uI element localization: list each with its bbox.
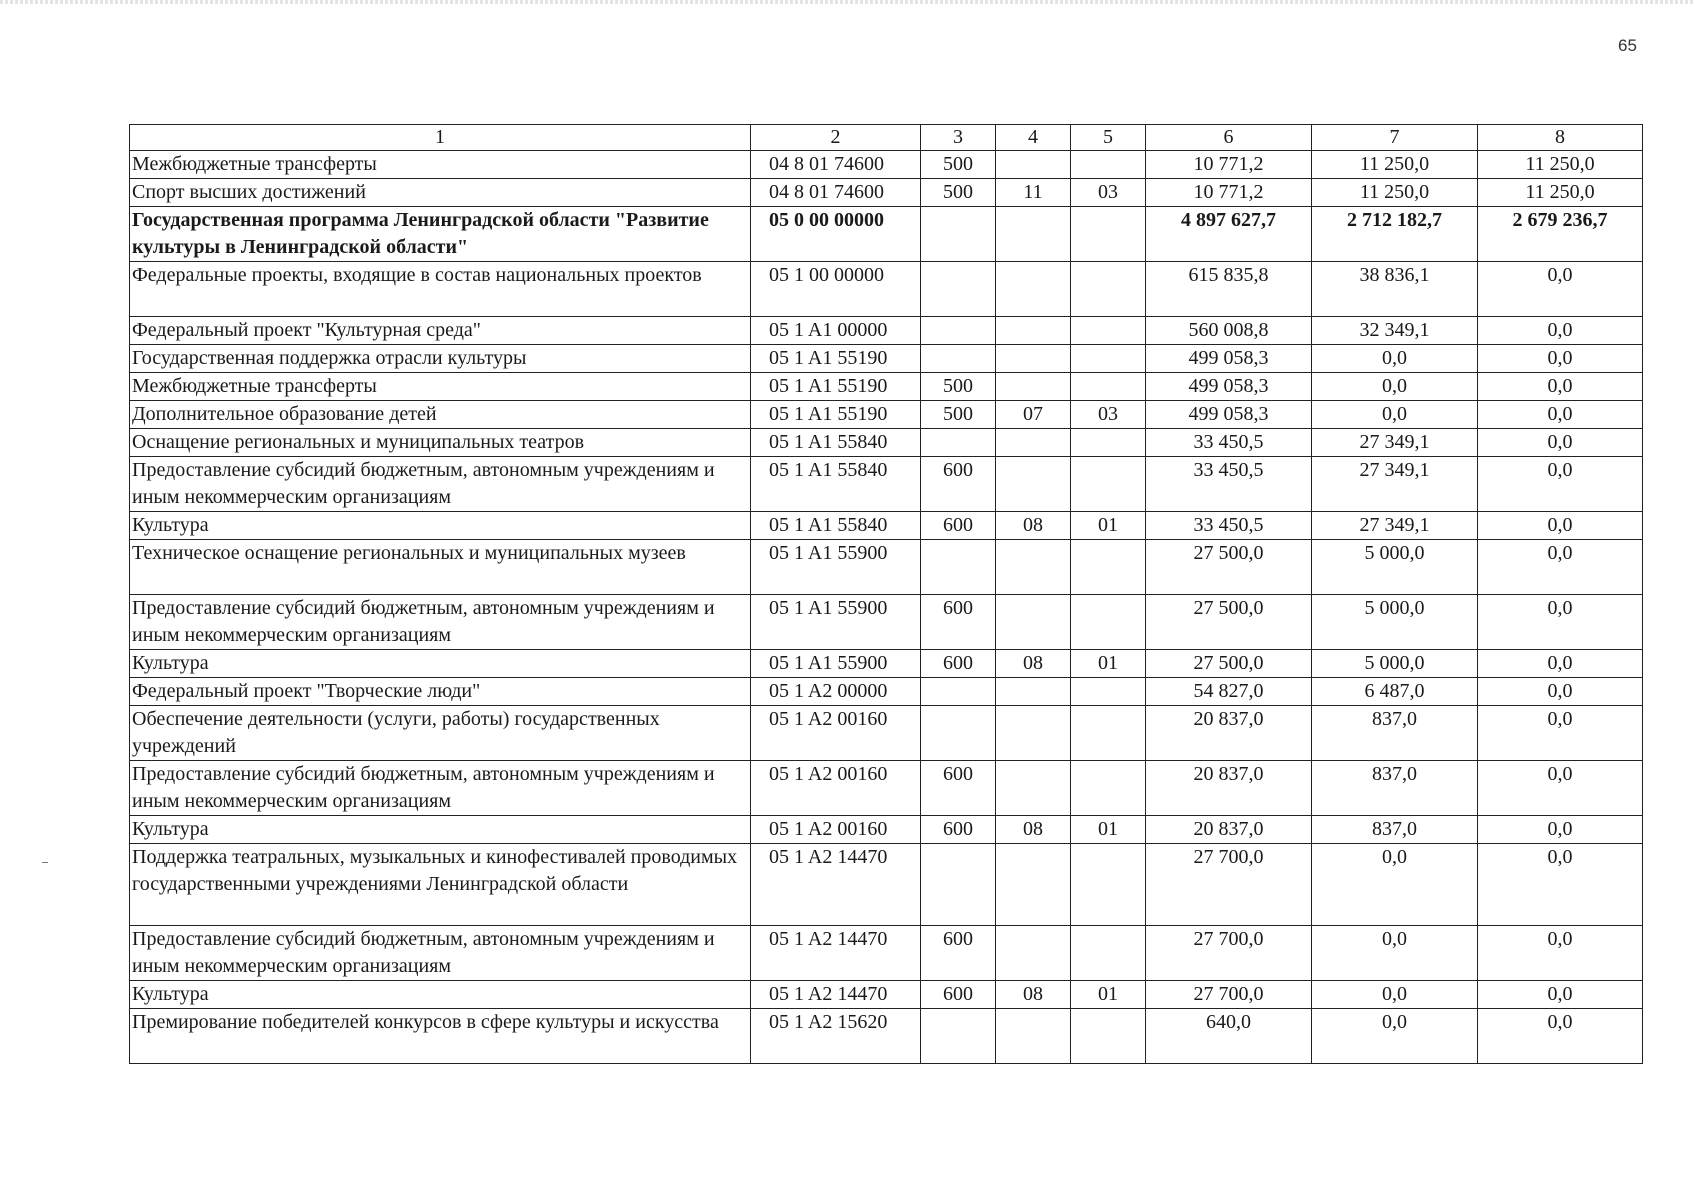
column-header: 1 — [130, 125, 751, 151]
amount-col8-cell: 0,0 — [1478, 512, 1643, 540]
budget-code-cell: 05 1 A2 14470 — [751, 844, 921, 926]
expense-type-cell: 500 — [921, 151, 996, 179]
budget-code-cell: 05 1 A2 00160 — [751, 816, 921, 844]
section-cell — [996, 429, 1071, 457]
row-name-cell: Федеральный проект "Творческие люди" — [130, 678, 751, 706]
amount-col7-cell: 0,0 — [1312, 844, 1478, 926]
expense-type-cell — [921, 1009, 996, 1064]
expense-type-cell — [921, 207, 996, 262]
budget-code-cell: 05 1 A1 55840 — [751, 429, 921, 457]
row-name-cell: Спорт высших достижений — [130, 179, 751, 207]
budget-code-cell: 05 1 A1 55900 — [751, 540, 921, 595]
amount-col6-cell: 20 837,0 — [1146, 706, 1312, 761]
budget-code-cell: 05 1 A1 55900 — [751, 650, 921, 678]
budget-code-cell: 04 8 01 74600 — [751, 151, 921, 179]
budget-code-cell: 05 1 A1 55840 — [751, 512, 921, 540]
section-cell — [996, 595, 1071, 650]
subsection-cell: 01 — [1071, 981, 1146, 1009]
row-name-cell: Федеральные проекты, входящие в состав национальных проектов — [130, 262, 751, 317]
table-row — [130, 981, 1643, 1009]
expense-type-cell — [921, 678, 996, 706]
row-name-cell: Дополнительное образование детей — [130, 401, 751, 429]
section-cell — [996, 373, 1071, 401]
amount-col8-cell: 0,0 — [1478, 926, 1643, 981]
table-row — [130, 457, 1643, 512]
amount-col8-cell: 0,0 — [1478, 595, 1643, 650]
amount-col8-cell: 0,0 — [1478, 373, 1643, 401]
amount-col8-cell: 0,0 — [1478, 317, 1643, 345]
column-number-row — [130, 125, 1643, 151]
table-row — [130, 706, 1643, 761]
subsection-cell — [1071, 706, 1146, 761]
amount-col6-cell: 33 450,5 — [1146, 429, 1312, 457]
budget-table — [129, 124, 1643, 1064]
amount-col6-cell: 27 700,0 — [1146, 926, 1312, 981]
amount-col7-cell: 0,0 — [1312, 345, 1478, 373]
amount-col6-cell: 27 700,0 — [1146, 844, 1312, 926]
section-cell — [996, 262, 1071, 317]
budget-code-cell: 05 1 A2 00160 — [751, 706, 921, 761]
expense-type-cell: 600 — [921, 512, 996, 540]
table-row — [130, 207, 1643, 262]
expense-type-cell: 600 — [921, 816, 996, 844]
section-cell: 07 — [996, 401, 1071, 429]
amount-col8-cell: 0,0 — [1478, 1009, 1643, 1064]
row-name-cell: Государственная программа Ленинградской области "Развитие культуры в Ленинградской области" — [130, 207, 751, 262]
amount-col7-cell: 837,0 — [1312, 816, 1478, 844]
table-row — [130, 179, 1643, 207]
section-cell — [996, 1009, 1071, 1064]
expense-type-cell — [921, 317, 996, 345]
section-cell — [996, 345, 1071, 373]
column-header: 6 — [1146, 125, 1312, 151]
section-cell — [996, 706, 1071, 761]
subsection-cell — [1071, 595, 1146, 650]
column-header: 3 — [921, 125, 996, 151]
amount-col7-cell: 837,0 — [1312, 761, 1478, 816]
expense-type-cell: 500 — [921, 373, 996, 401]
column-header: 5 — [1071, 125, 1146, 151]
amount-col8-cell: 0,0 — [1478, 678, 1643, 706]
amount-col8-cell: 0,0 — [1478, 540, 1643, 595]
section-cell: 08 — [996, 981, 1071, 1009]
row-name-cell: Предоставление субсидий бюджетным, автономным учреждениям и иным некоммерческим организациям — [130, 926, 751, 981]
section-cell — [996, 926, 1071, 981]
budget-code-cell: 05 1 A2 14470 — [751, 926, 921, 981]
amount-col8-cell: 0,0 — [1478, 981, 1643, 1009]
budget-code-cell: 05 1 A1 00000 — [751, 317, 921, 345]
row-name-cell: Государственная поддержка отрасли культуры — [130, 345, 751, 373]
section-cell — [996, 761, 1071, 816]
amount-col7-cell: 11 250,0 — [1312, 179, 1478, 207]
table-row — [130, 512, 1643, 540]
subsection-cell: 03 — [1071, 179, 1146, 207]
expense-type-cell: 600 — [921, 981, 996, 1009]
row-name-cell: Культура — [130, 816, 751, 844]
amount-col7-cell: 38 836,1 — [1312, 262, 1478, 317]
amount-col7-cell: 27 349,1 — [1312, 429, 1478, 457]
expense-type-cell — [921, 262, 996, 317]
section-cell: 08 — [996, 650, 1071, 678]
amount-col7-cell: 0,0 — [1312, 401, 1478, 429]
table-row — [130, 761, 1643, 816]
table-row — [130, 373, 1643, 401]
column-header: 4 — [996, 125, 1071, 151]
budget-code-cell: 05 1 A1 55190 — [751, 401, 921, 429]
table-body — [130, 125, 1643, 1064]
amount-col7-cell: 0,0 — [1312, 1009, 1478, 1064]
table-row — [130, 317, 1643, 345]
subsection-cell: 03 — [1071, 401, 1146, 429]
amount-col7-cell: 32 349,1 — [1312, 317, 1478, 345]
amount-col6-cell: 20 837,0 — [1146, 761, 1312, 816]
budget-code-cell: 05 1 00 00000 — [751, 262, 921, 317]
budget-code-cell: 05 1 A1 55190 — [751, 345, 921, 373]
amount-col8-cell: 0,0 — [1478, 262, 1643, 317]
amount-col7-cell: 11 250,0 — [1312, 151, 1478, 179]
row-name-cell: Культура — [130, 981, 751, 1009]
expense-type-cell — [921, 844, 996, 926]
subsection-cell — [1071, 678, 1146, 706]
table-row — [130, 151, 1643, 179]
subsection-cell: 01 — [1071, 816, 1146, 844]
scan-edge-artifact — [0, 0, 1695, 4]
section-cell — [996, 540, 1071, 595]
amount-col8-cell: 0,0 — [1478, 761, 1643, 816]
row-name-cell: Поддержка театральных, музыкальных и кинофестивалей проводимых государственными учреждениями Ленинградской области — [130, 844, 751, 926]
subsection-cell — [1071, 373, 1146, 401]
budget-code-cell: 05 1 A2 00160 — [751, 761, 921, 816]
row-name-cell: Предоставление субсидий бюджетным, автономным учреждениям и иным некоммерческим организациям — [130, 595, 751, 650]
row-name-cell: Оснащение региональных и муниципальных театров — [130, 429, 751, 457]
row-name-cell: Обеспечение деятельности (услуги, работы) государственных учреждений — [130, 706, 751, 761]
table-row — [130, 844, 1643, 926]
amount-col6-cell: 10 771,2 — [1146, 179, 1312, 207]
amount-col6-cell: 640,0 — [1146, 1009, 1312, 1064]
amount-col6-cell: 615 835,8 — [1146, 262, 1312, 317]
section-cell — [996, 844, 1071, 926]
amount-col8-cell: 2 679 236,7 — [1478, 207, 1643, 262]
subsection-cell — [1071, 844, 1146, 926]
amount-col6-cell: 560 008,8 — [1146, 317, 1312, 345]
amount-col8-cell: 11 250,0 — [1478, 179, 1643, 207]
amount-col6-cell: 27 500,0 — [1146, 595, 1312, 650]
amount-col8-cell: 0,0 — [1478, 345, 1643, 373]
section-cell: 08 — [996, 512, 1071, 540]
expense-type-cell: 600 — [921, 761, 996, 816]
subsection-cell — [1071, 540, 1146, 595]
amount-col7-cell: 2 712 182,7 — [1312, 207, 1478, 262]
row-name-cell: Предоставление субсидий бюджетным, автономным учреждениям и иным некоммерческим организациям — [130, 761, 751, 816]
subsection-cell — [1071, 317, 1146, 345]
budget-code-cell: 05 1 A1 55190 — [751, 373, 921, 401]
amount-col8-cell: 11 250,0 — [1478, 151, 1643, 179]
amount-col7-cell: 27 349,1 — [1312, 512, 1478, 540]
budget-code-cell: 05 1 A2 14470 — [751, 981, 921, 1009]
amount-col8-cell: 0,0 — [1478, 429, 1643, 457]
table-row — [130, 262, 1643, 317]
subsection-cell — [1071, 1009, 1146, 1064]
table-row — [130, 595, 1643, 650]
amount-col7-cell: 5 000,0 — [1312, 595, 1478, 650]
scan-speck — [42, 862, 48, 863]
table-row — [130, 429, 1643, 457]
expense-type-cell — [921, 706, 996, 761]
subsection-cell — [1071, 457, 1146, 512]
amount-col6-cell: 10 771,2 — [1146, 151, 1312, 179]
table-row — [130, 926, 1643, 981]
amount-col8-cell: 0,0 — [1478, 401, 1643, 429]
budget-code-cell: 05 1 A1 55840 — [751, 457, 921, 512]
column-header: 8 — [1478, 125, 1643, 151]
table-row — [130, 1009, 1643, 1064]
amount-col6-cell: 4 897 627,7 — [1146, 207, 1312, 262]
section-cell: 08 — [996, 816, 1071, 844]
column-header: 2 — [751, 125, 921, 151]
table-row — [130, 816, 1643, 844]
row-name-cell: Техническое оснащение региональных и муниципальных музеев — [130, 540, 751, 595]
amount-col7-cell: 27 349,1 — [1312, 457, 1478, 512]
expense-type-cell: 600 — [921, 650, 996, 678]
table-row — [130, 650, 1643, 678]
amount-col7-cell: 6 487,0 — [1312, 678, 1478, 706]
expense-type-cell — [921, 429, 996, 457]
budget-code-cell: 04 8 01 74600 — [751, 179, 921, 207]
budget-code-cell: 05 1 A1 55900 — [751, 595, 921, 650]
row-name-cell: Федеральный проект "Культурная среда" — [130, 317, 751, 345]
section-cell — [996, 151, 1071, 179]
amount-col6-cell: 499 058,3 — [1146, 345, 1312, 373]
budget-code-cell: 05 1 A2 00000 — [751, 678, 921, 706]
row-name-cell: Межбюджетные трансферты — [130, 151, 751, 179]
section-cell — [996, 317, 1071, 345]
amount-col6-cell: 54 827,0 — [1146, 678, 1312, 706]
subsection-cell — [1071, 345, 1146, 373]
section-cell — [996, 207, 1071, 262]
amount-col8-cell: 0,0 — [1478, 650, 1643, 678]
amount-col6-cell: 499 058,3 — [1146, 401, 1312, 429]
table-row — [130, 345, 1643, 373]
subsection-cell — [1071, 926, 1146, 981]
expense-type-cell: 500 — [921, 179, 996, 207]
expense-type-cell — [921, 345, 996, 373]
expense-type-cell: 500 — [921, 401, 996, 429]
amount-col8-cell: 0,0 — [1478, 706, 1643, 761]
expense-type-cell — [921, 540, 996, 595]
amount-col7-cell: 0,0 — [1312, 373, 1478, 401]
row-name-cell: Премирование победителей конкурсов в сфере культуры и искусства — [130, 1009, 751, 1064]
amount-col6-cell: 27 500,0 — [1146, 540, 1312, 595]
amount-col7-cell: 5 000,0 — [1312, 540, 1478, 595]
expense-type-cell: 600 — [921, 595, 996, 650]
amount-col6-cell: 499 058,3 — [1146, 373, 1312, 401]
budget-code-cell: 05 0 00 00000 — [751, 207, 921, 262]
row-name-cell: Межбюджетные трансферты — [130, 373, 751, 401]
row-name-cell: Культура — [130, 512, 751, 540]
table-row — [130, 540, 1643, 595]
section-cell — [996, 678, 1071, 706]
subsection-cell — [1071, 429, 1146, 457]
amount-col6-cell: 33 450,5 — [1146, 512, 1312, 540]
row-name-cell: Культура — [130, 650, 751, 678]
subsection-cell — [1071, 151, 1146, 179]
amount-col7-cell: 0,0 — [1312, 981, 1478, 1009]
amount-col6-cell: 33 450,5 — [1146, 457, 1312, 512]
section-cell — [996, 457, 1071, 512]
amount-col7-cell: 837,0 — [1312, 706, 1478, 761]
column-header: 7 — [1312, 125, 1478, 151]
expense-type-cell: 600 — [921, 457, 996, 512]
amount-col6-cell: 27 700,0 — [1146, 981, 1312, 1009]
subsection-cell: 01 — [1071, 650, 1146, 678]
section-cell: 11 — [996, 179, 1071, 207]
subsection-cell: 01 — [1071, 512, 1146, 540]
amount-col7-cell: 0,0 — [1312, 926, 1478, 981]
budget-code-cell: 05 1 A2 15620 — [751, 1009, 921, 1064]
subsection-cell — [1071, 207, 1146, 262]
row-name-cell: Предоставление субсидий бюджетным, автономным учреждениям и иным некоммерческим организациям — [130, 457, 751, 512]
page-number: 65 — [1618, 36, 1637, 55]
table-row — [130, 401, 1643, 429]
amount-col6-cell: 20 837,0 — [1146, 816, 1312, 844]
amount-col7-cell: 5 000,0 — [1312, 650, 1478, 678]
amount-col6-cell: 27 500,0 — [1146, 650, 1312, 678]
amount-col8-cell: 0,0 — [1478, 457, 1643, 512]
expense-type-cell: 600 — [921, 926, 996, 981]
amount-col8-cell: 0,0 — [1478, 844, 1643, 926]
subsection-cell — [1071, 761, 1146, 816]
subsection-cell — [1071, 262, 1146, 317]
amount-col8-cell: 0,0 — [1478, 816, 1643, 844]
table-row — [130, 678, 1643, 706]
